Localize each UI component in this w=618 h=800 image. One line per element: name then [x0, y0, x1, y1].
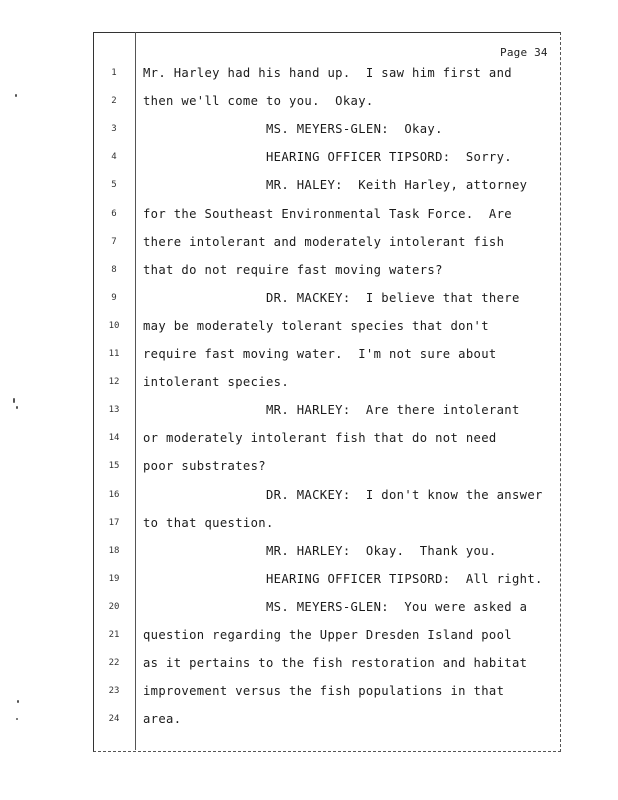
line-number: 22 — [108, 658, 120, 669]
line-number: 6 — [111, 208, 117, 219]
line-number: 3 — [111, 124, 117, 135]
line-number: 23 — [108, 686, 120, 697]
line-number: 12 — [108, 377, 120, 388]
transcript-line: intolerant species. — [143, 375, 290, 390]
line-number: 18 — [108, 545, 120, 556]
scan-speck — [16, 718, 18, 720]
line-number: 1 — [111, 68, 117, 78]
line-number: 11 — [108, 349, 120, 359]
line-number: 24 — [108, 714, 120, 725]
line-number: 4 — [111, 152, 117, 163]
transcript-line: for the Southeast Environmental Task Force. Are — [143, 206, 512, 221]
transcript-line: DR. MACKEY: I don't know the answer — [143, 487, 543, 502]
transcript-line: Mr. Harley had his hand up. I saw him first and — [143, 66, 512, 80]
transcript-line: HEARING OFFICER TIPSORD: All right. — [143, 571, 543, 586]
line-number: 14 — [108, 433, 120, 444]
scan-speck — [17, 700, 19, 703]
transcript-line: or moderately intolerant fish that do not need — [143, 431, 497, 446]
line-number: 9 — [111, 292, 117, 303]
scan-speck — [13, 398, 15, 403]
transcript-line: require fast moving water. I'm not sure about — [143, 347, 497, 361]
transcript-line: DR. MACKEY: I believe that there — [143, 290, 520, 305]
line-number: 17 — [108, 517, 120, 528]
transcript-line: MR. HARLEY: Are there intolerant — [143, 403, 520, 418]
line-number: 13 — [108, 405, 120, 416]
transcript-line: poor substrates? — [143, 459, 266, 474]
line-number: 8 — [111, 264, 117, 275]
line-number: 20 — [108, 601, 120, 612]
transcript-line: there intolerant and moderately intolerant fish — [143, 234, 505, 249]
line-number: 15 — [108, 461, 120, 472]
page-number-label: Page 34 — [500, 46, 548, 59]
transcript-line: MR. HALEY: Keith Harley, attorney — [143, 178, 528, 193]
transcript-line: HEARING OFFICER TIPSORD: Sorry. — [143, 150, 512, 165]
transcript-line: question regarding the Upper Dresden Island pool — [143, 628, 512, 642]
scan-speck — [16, 406, 18, 409]
transcript-line: MR. HARLEY: Okay. Thank you. — [143, 543, 497, 558]
transcript-line: improvement versus the fish populations in that — [143, 684, 505, 699]
transcript-line: to that question. — [143, 515, 274, 530]
transcript-line: that do not require fast moving waters? — [143, 262, 443, 277]
scan-speck — [15, 94, 17, 97]
transcript-line: as it pertains to the fish restoration and habitat — [143, 656, 528, 671]
line-number: 21 — [108, 630, 120, 640]
line-number: 2 — [111, 96, 117, 107]
line-number: 5 — [111, 180, 117, 191]
line-number-margin-rule — [135, 32, 136, 750]
transcript-line: may be moderately tolerant species that don't — [143, 318, 489, 333]
line-number: 7 — [111, 236, 117, 247]
transcript-line: MS. MEYERS-GLEN: Okay. — [143, 122, 443, 137]
transcript-line: MS. MEYERS-GLEN: You were asked a — [143, 599, 528, 614]
line-number: 16 — [108, 489, 120, 500]
transcript-line: area. — [143, 712, 182, 727]
transcript-line: then we'll come to you. Okay. — [143, 94, 374, 109]
line-number: 19 — [108, 573, 120, 584]
line-number: 10 — [108, 320, 120, 331]
page-frame — [93, 32, 561, 752]
